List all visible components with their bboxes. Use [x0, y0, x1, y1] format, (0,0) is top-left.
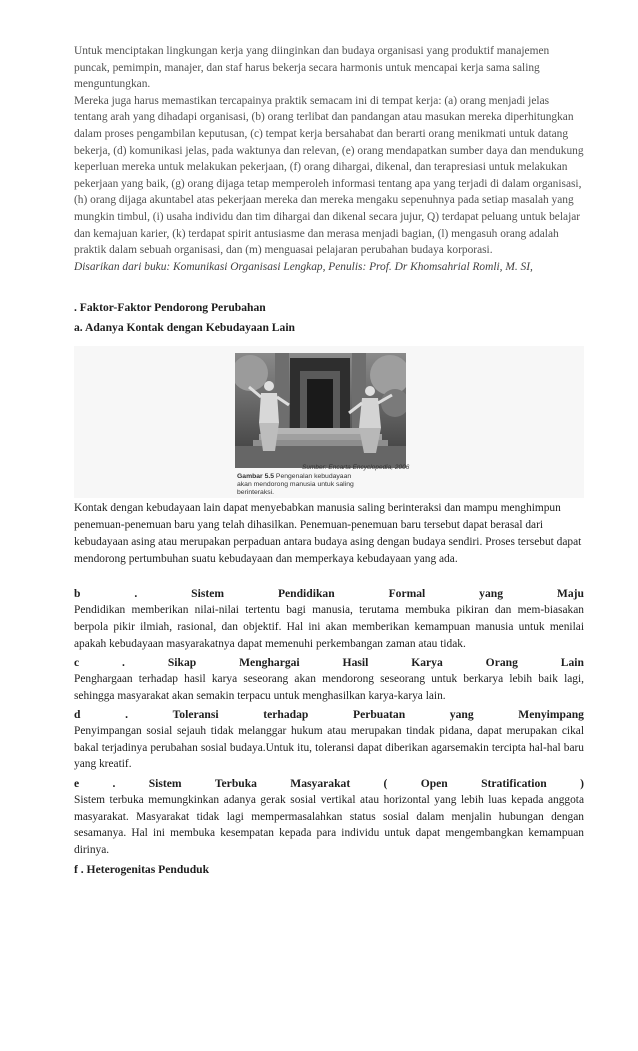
heading-word: Stratification [481, 777, 547, 791]
item-a-heading: a. Adanya Kontak dengan Kebudayaan Lain [74, 321, 295, 335]
heading-word: Open [420, 777, 448, 791]
heading-word: yang [449, 708, 474, 722]
heading-word: d [74, 708, 81, 722]
figure-caption [237, 473, 357, 497]
heading-word: Menyimpang [518, 708, 584, 722]
figure-label: Gambar 5.5 [237, 473, 275, 481]
item-f-heading: f . Heterogenitas Penduduk [74, 863, 210, 877]
heading-word: Sistem [191, 587, 225, 601]
intro-paragraph-1: Untuk menciptakan lingkungan kerja yang diinginkan dan budaya organisasi yang produktif manajemen puncak, pemimpin, manajer, dan staf harus bekerja secara harmonis untuk mencapai kerja sama saling menguntungkan. [74, 45, 550, 91]
heading-word: Maju [556, 587, 584, 601]
heading-word: Toleransi [172, 708, 219, 722]
heading-word: Sistem [148, 777, 182, 791]
heading-word: Sikap [167, 656, 197, 670]
heading-word: Masyarakat [290, 777, 351, 791]
item-b-body: Pendidikan memberikan nilai-nilai tertentu bagi manusia, terutama membuka pikiran dan mem-biasakan berpola pikir ilmiah, rasional, dan objektif. Hal ini akan memberikan kemampuan manusia untuk menilai apakah kebudayaan masyarakatnya dapat memenuhi perkembangan zaman atau tidak. [74, 604, 584, 650]
heading-word: ) [580, 777, 584, 791]
heading-word: e [74, 777, 80, 791]
figure-source: Sumber: Encarta Encyclopedia, 2006 [302, 464, 410, 472]
heading-word: c [74, 656, 80, 670]
heading-word: Formal [388, 587, 426, 601]
item-e-body: Sistem terbuka memungkinkan adanya gerak sosial vertikal atau horizontal yang lebih luas kepada anggota masyarakat. Masyarakat tidak lagi mempermasalahkan status sosial dalam menjalin hubungan dengan sesamanya. Hal ini membuka kesempatan kepada para individu untuk dapat mengembangkan kemampuan dirinya. [74, 794, 584, 856]
figure-caption-text: Pengenalan kebudayaan akan mendorong manusia untuk saling berinteraksi. [237, 473, 354, 497]
heading-word: Orang [485, 656, 518, 670]
heading-word: ( [383, 777, 388, 791]
heading-word: Hasil [342, 656, 369, 670]
heading-word: Menghargai [239, 656, 300, 670]
item-c-heading [74, 655, 584, 671]
heading-word: terhadap [263, 708, 309, 722]
item-d-heading [74, 707, 584, 723]
figure-box [74, 346, 584, 498]
item-e-heading [74, 776, 584, 792]
heading-word: Terbuka [214, 777, 257, 791]
item-c-body: Penghargaan terhadap hasil karya seseorang akan mendorong seseorang untuk berkarya lebih baik lagi, sehingga masyarakat akan semakin terpacu untuk menghasilkan karya-karya lain. [74, 673, 584, 702]
heading-word: . [125, 708, 128, 722]
item-b-heading [74, 586, 584, 602]
dance-photo [235, 353, 406, 468]
section-heading: . Faktor-Faktor Pendorong Perubahan [74, 301, 266, 315]
source-citation: Disarikan dari buku: Komunikasi Organisasi Lengkap, Penulis: Prof. Dr Khomsahrial Romli, M. SI, [74, 260, 533, 273]
heading-word: Pendidikan [277, 587, 335, 601]
heading-word: Lain [560, 656, 584, 670]
intro-paragraph-2: Mereka juga harus memastikan tercapainya praktik semacam ini di tempat kerja: (a) orang menjadi jelas tentang arah yang dihadapi organisasi, (b) orang terlibat dan pandangan atau masukan mereka diperhitungkan dalam proses pengambilan keputusan, (c) tempat kerja bersahabat dan berarti orang menikmati untuk datang bekerja, (d) komunikasi jelas, pada waktunya dan relevan, (e) orang mendapatkan sumber daya dan mendukung keperluan mereka untuk melakukan pekerjaan, (f) orang dihargai, dikenal, dan terapresiasi untuk melakukan pekerjaan yang baik, (g) orang dijaga tetap memperoleh informasi tentang apa yang terjadi di dalam organisasi, (h) orang dijaga akuntabel atas pekerjaan mereka dan mereka mengaku sepenuhnya pada setiap masalah yang mungkin timbul, (i) usaha individu dan tim dihargai dan dikenal secara jujur, Q) terdapat peluang untuk belajar dan kemajuan karier, (k) terdapat spirit antusiasme dan merasa menjadi bagian, (l) mengasuh orang adalah praktik dalam sebuah organisasi, dan (m) menguasai pelajaran perubahan budaya korporasi. [74, 94, 584, 257]
heading-word: yang [479, 587, 504, 601]
heading-word: . [122, 656, 125, 670]
item-d-body: Penyimpangan sosial sejauh tidak melanggar hukum atau merupakan tindak pidana, dapat merupakan cikal bakal terjadinya perubahan sosial budaya.Untuk itu, toleransi dapat diberikan agarsemakin tercipta hal-hal baru yang kreatif. [74, 725, 584, 771]
heading-word: Perbuatan [352, 708, 406, 722]
document-page [74, 43, 584, 878]
heading-word: b [74, 587, 81, 601]
heading-word: . [112, 777, 116, 791]
item-a-body: Kontak dengan kebudayaan lain dapat menyebabkan manusia saling berinteraksi dan mampu menghimpun penemuan-penemuan baru yang telah dihasilkan. Penemuan-penemuan baru tersebut dapat berasal dari kebudayaan asing atau merupakan perpaduan antara budaya asing dengan budaya sendiri. Proses tersebut dapat mendorong pertumbuhan suatu kebudayaan dan memperkaya kebudayaan yang ada. [74, 502, 582, 566]
heading-word: Karya [411, 656, 443, 670]
heading-word: . [134, 587, 138, 601]
